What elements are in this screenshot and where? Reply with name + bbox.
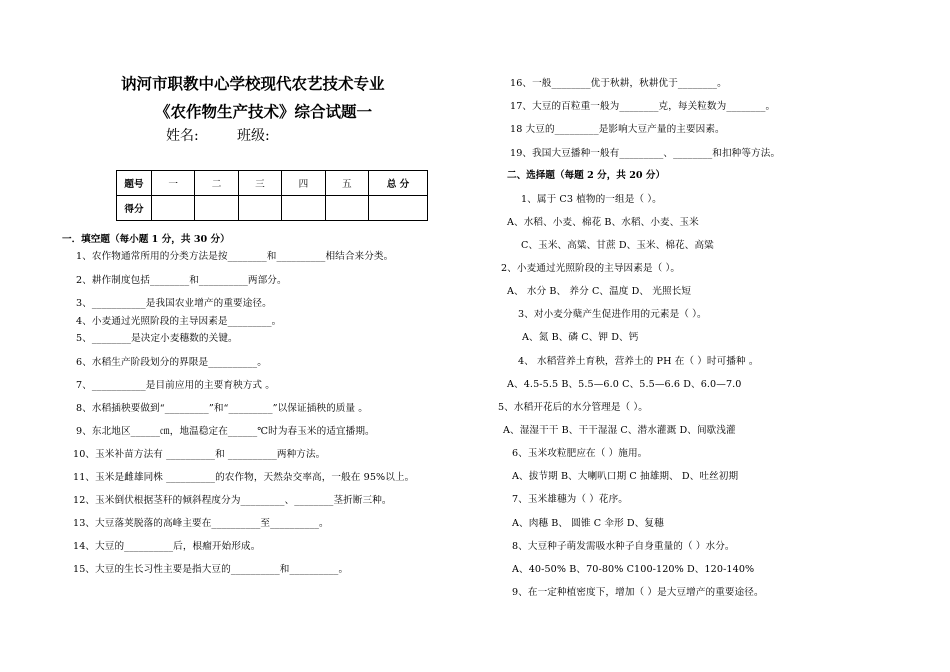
- choice-options: A、 水分 B、 养分 C、温度 D、 光照长短: [507, 286, 692, 297]
- fill-question: 6、水稻生产阶段划分的界限是__________。: [76, 357, 267, 368]
- score-cell-header: 一: [152, 171, 195, 196]
- section1-heading: 一．填空题（每小题 1 分，共 30 分）: [62, 234, 230, 245]
- fill-question: 9、东北地区______㎝，地温稳定在______℃时为春玉米的适宜播期。: [76, 426, 375, 437]
- score-input-cell[interactable]: [282, 196, 325, 221]
- score-table: [116, 170, 428, 221]
- choice-question: 3、对小麦分蘖产生促进作用的元素是（ ）。: [518, 309, 707, 320]
- fill-question: 7、___________是目前应用的主要育秧方式 。: [76, 380, 275, 391]
- name-label: 姓名:: [166, 128, 199, 144]
- score-cell-header: 二: [195, 171, 238, 196]
- choice-options: A、肉穗 B、 圆锥 C 伞形 D、复穗: [512, 518, 664, 529]
- fill-question: 10、玉米补苗方法有 __________和 __________两种方法。: [73, 449, 326, 460]
- fill-question: 17、大豆的百粒重一般为________克，每关粒数为________。: [510, 101, 776, 112]
- choice-question: 1、属于 C3 植物的一组是（ ）。: [521, 194, 662, 205]
- score-cell-total-header: 总 分: [369, 171, 428, 196]
- fill-question: 13、大豆落荚脱落的高峰主要在__________至__________。: [73, 518, 329, 529]
- fill-question: 2、耕作制度包括________和__________两部分。: [76, 275, 287, 286]
- score-cell-header: 三: [238, 171, 281, 196]
- score-cell-header: 四: [282, 171, 325, 196]
- class-label: 班级:: [237, 128, 270, 144]
- exam-title-line2: 《农作物生产技术》综合试题一: [155, 102, 373, 121]
- score-cell-header: 五: [325, 171, 368, 196]
- choice-question: 2、小麦通过光照阶段的主导因素是（ ）。: [501, 263, 681, 274]
- score-table-score-row: [117, 196, 428, 221]
- score-input-cell[interactable]: [195, 196, 238, 221]
- choice-options: C、玉米、高粱、甘蔗 D、玉米、棉花、高粱: [521, 240, 714, 251]
- choice-question: 6、玉米攻粒肥应在（ ）施用。: [512, 448, 648, 459]
- choice-question: 5、水稻开花后的水分管理是（ ）。: [498, 402, 648, 413]
- fill-question: 14、大豆的__________后，根瘤开始形成。: [73, 541, 261, 552]
- fill-question: 8、水稻插秧要做到“_________”和“_________”以保证插秧的质量 。: [76, 403, 369, 414]
- fill-question: 12、玉米倒伏根据茎秆的倾斜程度分为_________、________茎折断三种。: [73, 495, 392, 506]
- choice-question: 4、 水稻营养土育秧，营养土的 PH 在（ ）时可播种 。: [518, 356, 759, 367]
- fill-question: 15、大豆的生长习性主要是指大豆的__________和__________。: [73, 564, 349, 575]
- choice-question: 7、玉米雄穗为（ ）花序。: [512, 494, 628, 505]
- score-input-cell[interactable]: [152, 196, 195, 221]
- score-cell-label: 题号: [117, 171, 152, 196]
- fill-question: 4、小麦通过光照阶段的主导因素是_________。: [76, 316, 282, 327]
- fill-question: 11、玉米是雌雄同株 __________的农作物，天然杂交率高，一般在 95%以上。: [73, 472, 415, 483]
- score-input-cell[interactable]: [238, 196, 281, 221]
- choice-options: A、湿湿干干 B、干干湿湿 C、潜水灌溉 D、间歇浅灌: [503, 425, 736, 436]
- choice-options: A、拔节期 B、大喇叭口期 C 抽雄期、 D、吐丝初期: [512, 471, 739, 482]
- fill-question: 19、我国大豆播种一般有_________、________和扣种等方法。: [510, 148, 781, 159]
- score-table-header-row: [117, 171, 428, 196]
- choice-options: A、氮 B、磷 C、钾 D、钙: [522, 332, 639, 343]
- exam-title-line1: 讷河市职教中心学校现代农艺技术专业: [121, 74, 385, 93]
- score-input-cell[interactable]: [369, 196, 428, 221]
- fill-question: 16、一般________优于秋耕，秋耕优于________。: [510, 78, 727, 89]
- choice-options: A、水稻、小麦、棉花 B、水稻、小麦、玉米: [507, 217, 699, 228]
- score-input-cell[interactable]: [325, 196, 368, 221]
- choice-question: 9、在一定种植密度下，增加（ ）是大豆增产的重要途径。: [512, 587, 764, 598]
- fill-question: 18 大豆的_________是影响大豆产量的主要因素。: [510, 124, 725, 135]
- fill-question: 5、________是决定小麦穗数的关键。: [76, 333, 238, 344]
- choice-options: A、40-50% B、70-80% C100-120% D、120-140%: [512, 564, 755, 575]
- score-row-label: 得分: [117, 196, 152, 221]
- fill-question: 3、___________是我国农业增产的重要途径。: [76, 298, 272, 309]
- section2-heading: 二、选择题（每题 2 分，共 20 分）: [507, 170, 666, 181]
- choice-options: A、4.5-5.5 B、5.5—6.0 C、5.5—6.6 D、6.0—7.0: [507, 379, 742, 390]
- fill-question: 1、农作物通常所用的分类方法是按________和__________相结合来分类。: [76, 251, 394, 262]
- choice-question: 8、大豆种子萌发需吸水种子自身重量的（ ）水分。: [512, 541, 735, 552]
